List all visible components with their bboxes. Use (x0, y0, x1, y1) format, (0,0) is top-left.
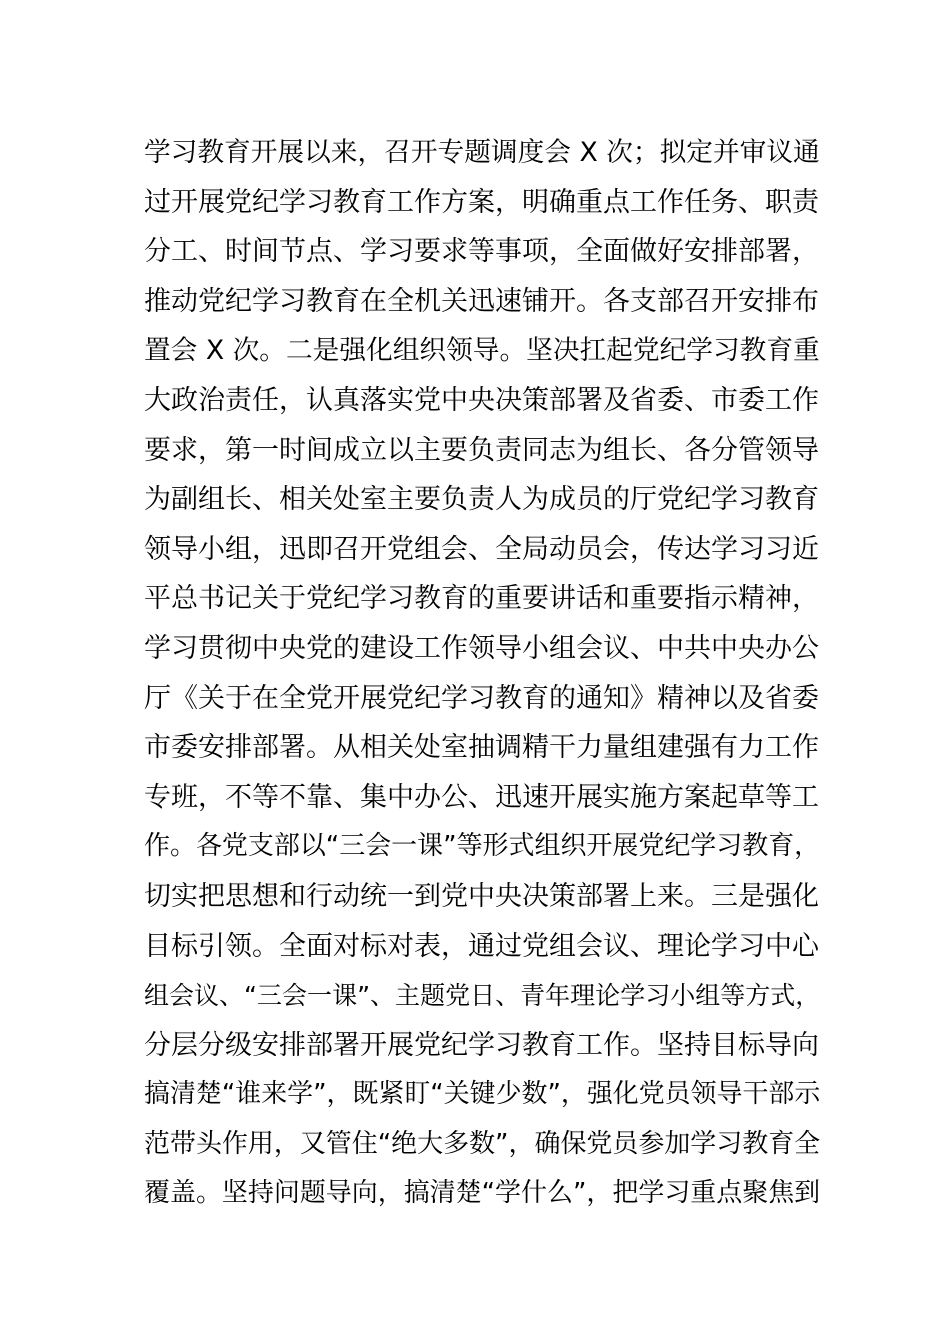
text-line: 学习教育开展以来，召开专题调度会 X 次；拟定并审议通 (144, 137, 820, 168)
text-line: 学习贯彻中央党的建设工作领导小组会议、中共中央办公 (144, 632, 819, 664)
text-line: 厅《关于在全党开展党纪学习教育的通知》精神以及省委 (144, 682, 819, 714)
text-line: 作。各党支部以“三会一课”等形式组织开展党纪学习教育， (144, 831, 821, 862)
text-line: 市委安排部署。从相关处室抽调精干力量组建强有力工作 (144, 732, 819, 764)
text-line: 范带头作用，又管住“绝大多数”，确保党员参加学习教育全 (144, 1128, 821, 1159)
text-line: 推动党纪学习教育在全机关迅速铺开。各支部召开安排布 (144, 285, 819, 317)
text-line: 搞清楚“谁来学”，既紧盯“关键少数”，强化党员领导干部示 (144, 1079, 821, 1110)
text-line: 目标引领。全面对标对表，通过党组会议、理论学习中心 (144, 930, 819, 962)
text-line: 分工、时间节点、学习要求等事项，全面做好安排部署， (144, 236, 819, 268)
text-line: 过开展党纪学习教育工作方案，明确重点工作任务、职责 (144, 186, 819, 218)
text-line: 要求，第一时间成立以主要负责同志为组长、各分管领导 (144, 434, 819, 466)
text-line: 切实把思想和行动统一到党中央决策部署上来。三是强化 (144, 880, 819, 912)
body-text (144, 128, 824, 1219)
text-line: 组会议、“三会一课”、主题党日、青年理论学习小组等方式， (144, 981, 821, 1011)
text-line: 平总书记关于党纪学习教育的重要讲话和重要指示精神， (144, 583, 819, 615)
text-line: 覆盖。坚持问题导向，搞清楚“学什么”，把学习重点聚焦到 (144, 1178, 821, 1209)
text-line: 领导小组，迅即召开党组会、全局动员会，传达学习习近 (144, 533, 819, 565)
text-line: 分层分级安排部署开展党纪学习教育工作。坚持目标导向 (144, 1029, 819, 1061)
text-line: 置会 X 次。二是强化组织领导。坚决扛起党纪学习教育重 (144, 335, 820, 367)
text-line: 大政治责任，认真落实党中央决策部署及省委、市委工作 (144, 384, 819, 416)
text-line: 为副组长、相关处室主要负责人为成员的厅党纪学习教育 (144, 484, 819, 516)
text-line: 专班，不等不靠、集中办公、迅速开展实施方案起草等工 (144, 781, 819, 813)
